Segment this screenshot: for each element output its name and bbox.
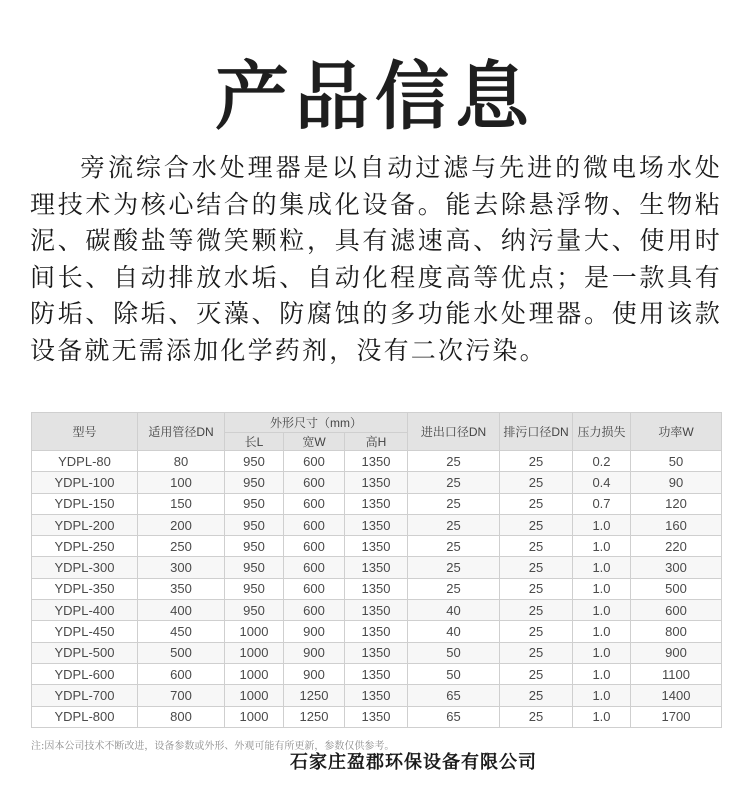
cell-length: 950 <box>225 536 284 557</box>
page-title: 产品信息 <box>215 54 535 140</box>
cell-pressure-loss: 1.0 <box>573 557 631 578</box>
cell-height: 1350 <box>345 600 408 621</box>
cell-pipe-dn: 500 <box>138 642 225 663</box>
cell-model: YDPL-250 <box>32 536 138 557</box>
cell-length: 1000 <box>225 685 284 706</box>
cell-width: 900 <box>284 642 345 663</box>
cell-pipe-dn: 800 <box>138 706 225 727</box>
cell-inlet-dn: 25 <box>408 514 500 535</box>
table-row <box>32 642 722 663</box>
cell-inlet-dn: 25 <box>408 472 500 493</box>
cell-length: 950 <box>225 514 284 535</box>
cell-model: YDPL-600 <box>32 663 138 684</box>
cell-inlet-dn: 65 <box>408 706 500 727</box>
table-row <box>32 536 722 557</box>
footnote: 注:因本公司技术不断改进，设备参数或外形、外观可能有所更新，参数仅供参考。 <box>31 741 395 752</box>
cell-power: 500 <box>631 578 722 599</box>
cell-length: 950 <box>225 578 284 599</box>
cell-width: 600 <box>284 536 345 557</box>
cell-power: 1100 <box>631 663 722 684</box>
cell-pipe-dn: 300 <box>138 557 225 578</box>
header-length: 长L <box>225 433 284 451</box>
cell-drain-dn: 25 <box>500 493 573 514</box>
cell-drain-dn: 25 <box>500 663 573 684</box>
cell-pipe-dn: 700 <box>138 685 225 706</box>
cell-model: YDPL-500 <box>32 642 138 663</box>
cell-power: 50 <box>631 451 722 472</box>
cell-width: 600 <box>284 557 345 578</box>
cell-model: YDPL-450 <box>32 621 138 642</box>
cell-power: 120 <box>631 493 722 514</box>
cell-inlet-dn: 25 <box>408 536 500 557</box>
cell-inlet-dn: 65 <box>408 685 500 706</box>
cell-drain-dn: 25 <box>500 578 573 599</box>
cell-power: 300 <box>631 557 722 578</box>
cell-height: 1350 <box>345 706 408 727</box>
cell-model: YDPL-800 <box>32 706 138 727</box>
cell-drain-dn: 25 <box>500 600 573 621</box>
cell-pressure-loss: 1.0 <box>573 536 631 557</box>
cell-pressure-loss: 1.0 <box>573 600 631 621</box>
spec-table-header <box>32 413 722 451</box>
header-drain-dn: 排污口径DN <box>500 413 573 451</box>
table-row <box>32 621 722 642</box>
header-height: 高H <box>345 433 408 451</box>
cell-pipe-dn: 250 <box>138 536 225 557</box>
table-row <box>32 663 722 684</box>
cell-pressure-loss: 1.0 <box>573 642 631 663</box>
table-row <box>32 685 722 706</box>
cell-pipe-dn: 100 <box>138 472 225 493</box>
cell-width: 600 <box>284 578 345 599</box>
header-width: 宽W <box>284 433 345 451</box>
header-model: 型号 <box>32 413 138 451</box>
cell-pipe-dn: 200 <box>138 514 225 535</box>
table-row <box>32 514 722 535</box>
cell-model: YDPL-150 <box>32 493 138 514</box>
cell-pipe-dn: 600 <box>138 663 225 684</box>
cell-width: 600 <box>284 472 345 493</box>
cell-height: 1350 <box>345 472 408 493</box>
cell-width: 900 <box>284 663 345 684</box>
cell-pressure-loss: 1.0 <box>573 685 631 706</box>
cell-height: 1350 <box>345 451 408 472</box>
header-power: 功率W <box>631 413 722 451</box>
cell-drain-dn: 25 <box>500 514 573 535</box>
cell-pressure-loss: 1.0 <box>573 663 631 684</box>
cell-pipe-dn: 150 <box>138 493 225 514</box>
cell-length: 1000 <box>225 642 284 663</box>
cell-drain-dn: 25 <box>500 451 573 472</box>
cell-power: 1400 <box>631 685 722 706</box>
cell-pressure-loss: 1.0 <box>573 621 631 642</box>
cell-power: 900 <box>631 642 722 663</box>
cell-model: YDPL-100 <box>32 472 138 493</box>
cell-height: 1350 <box>345 557 408 578</box>
cell-inlet-dn: 50 <box>408 642 500 663</box>
product-description: 旁流综合水处理器是以自动过滤与先进的微电场水处理技术为核心结合的集成化设备。能去除悬浮物、生物粘泥、碳酸盐等微笑颗粒，具有滤速高、纳污量大、使用时间长、自动排放水垢、自动化程度高等优点；是一款具有防垢、除垢、灭藻、防腐蚀的多功能水处理器。使用该款设备就无需添加化学药剂，没有二次污染。 <box>30 153 722 365</box>
cell-drain-dn: 25 <box>500 642 573 663</box>
cell-pressure-loss: 0.4 <box>573 472 631 493</box>
cell-drain-dn: 25 <box>500 685 573 706</box>
cell-length: 950 <box>225 557 284 578</box>
cell-model: YDPL-200 <box>32 514 138 535</box>
table-row <box>32 706 722 727</box>
cell-length: 950 <box>225 472 284 493</box>
cell-power: 600 <box>631 600 722 621</box>
cell-pressure-loss: 0.2 <box>573 451 631 472</box>
cell-pipe-dn: 80 <box>138 451 225 472</box>
cell-model: YDPL-300 <box>32 557 138 578</box>
table-row <box>32 557 722 578</box>
cell-width: 600 <box>284 600 345 621</box>
cell-model: YDPL-80 <box>32 451 138 472</box>
cell-model: YDPL-350 <box>32 578 138 599</box>
cell-drain-dn: 25 <box>500 557 573 578</box>
company-name: 石家庄盈郡环保设备有限公司 <box>290 752 537 773</box>
spec-table-body <box>32 451 722 728</box>
cell-height: 1350 <box>345 578 408 599</box>
cell-pressure-loss: 1.0 <box>573 578 631 599</box>
cell-inlet-dn: 25 <box>408 451 500 472</box>
cell-drain-dn: 25 <box>500 706 573 727</box>
cell-height: 1350 <box>345 536 408 557</box>
cell-width: 1250 <box>284 706 345 727</box>
cell-pipe-dn: 350 <box>138 578 225 599</box>
cell-drain-dn: 25 <box>500 536 573 557</box>
cell-pipe-dn: 400 <box>138 600 225 621</box>
cell-height: 1350 <box>345 663 408 684</box>
cell-length: 950 <box>225 600 284 621</box>
header-dimensions: 外形尺寸（mm） <box>225 413 408 433</box>
cell-power: 160 <box>631 514 722 535</box>
table-row <box>32 451 722 472</box>
header-inlet-dn: 进出口径DN <box>408 413 500 451</box>
cell-power: 220 <box>631 536 722 557</box>
cell-inlet-dn: 25 <box>408 557 500 578</box>
cell-pressure-loss: 0.7 <box>573 493 631 514</box>
cell-length: 1000 <box>225 621 284 642</box>
cell-length: 950 <box>225 451 284 472</box>
cell-width: 600 <box>284 493 345 514</box>
cell-pipe-dn: 450 <box>138 621 225 642</box>
cell-drain-dn: 25 <box>500 472 573 493</box>
cell-inlet-dn: 50 <box>408 663 500 684</box>
cell-inlet-dn: 25 <box>408 493 500 514</box>
table-row <box>32 600 722 621</box>
cell-height: 1350 <box>345 514 408 535</box>
cell-power: 90 <box>631 472 722 493</box>
cell-power: 800 <box>631 621 722 642</box>
table-row <box>32 493 722 514</box>
cell-power: 1700 <box>631 706 722 727</box>
cell-pressure-loss: 1.0 <box>573 706 631 727</box>
cell-length: 950 <box>225 493 284 514</box>
cell-width: 600 <box>284 451 345 472</box>
cell-height: 1350 <box>345 642 408 663</box>
cell-height: 1350 <box>345 621 408 642</box>
cell-length: 1000 <box>225 706 284 727</box>
header-pressure-loss: 压力损失 <box>573 413 631 451</box>
cell-width: 900 <box>284 621 345 642</box>
cell-height: 1350 <box>345 685 408 706</box>
cell-height: 1350 <box>345 493 408 514</box>
cell-inlet-dn: 40 <box>408 600 500 621</box>
table-row <box>32 578 722 599</box>
cell-width: 1250 <box>284 685 345 706</box>
cell-inlet-dn: 25 <box>408 578 500 599</box>
cell-width: 600 <box>284 514 345 535</box>
cell-pressure-loss: 1.0 <box>573 514 631 535</box>
header-pipe-dn: 适用管径DN <box>138 413 225 451</box>
cell-length: 1000 <box>225 663 284 684</box>
table-row <box>32 472 722 493</box>
spec-table <box>31 412 722 728</box>
cell-inlet-dn: 40 <box>408 621 500 642</box>
cell-drain-dn: 25 <box>500 621 573 642</box>
cell-model: YDPL-700 <box>32 685 138 706</box>
cell-model: YDPL-400 <box>32 600 138 621</box>
